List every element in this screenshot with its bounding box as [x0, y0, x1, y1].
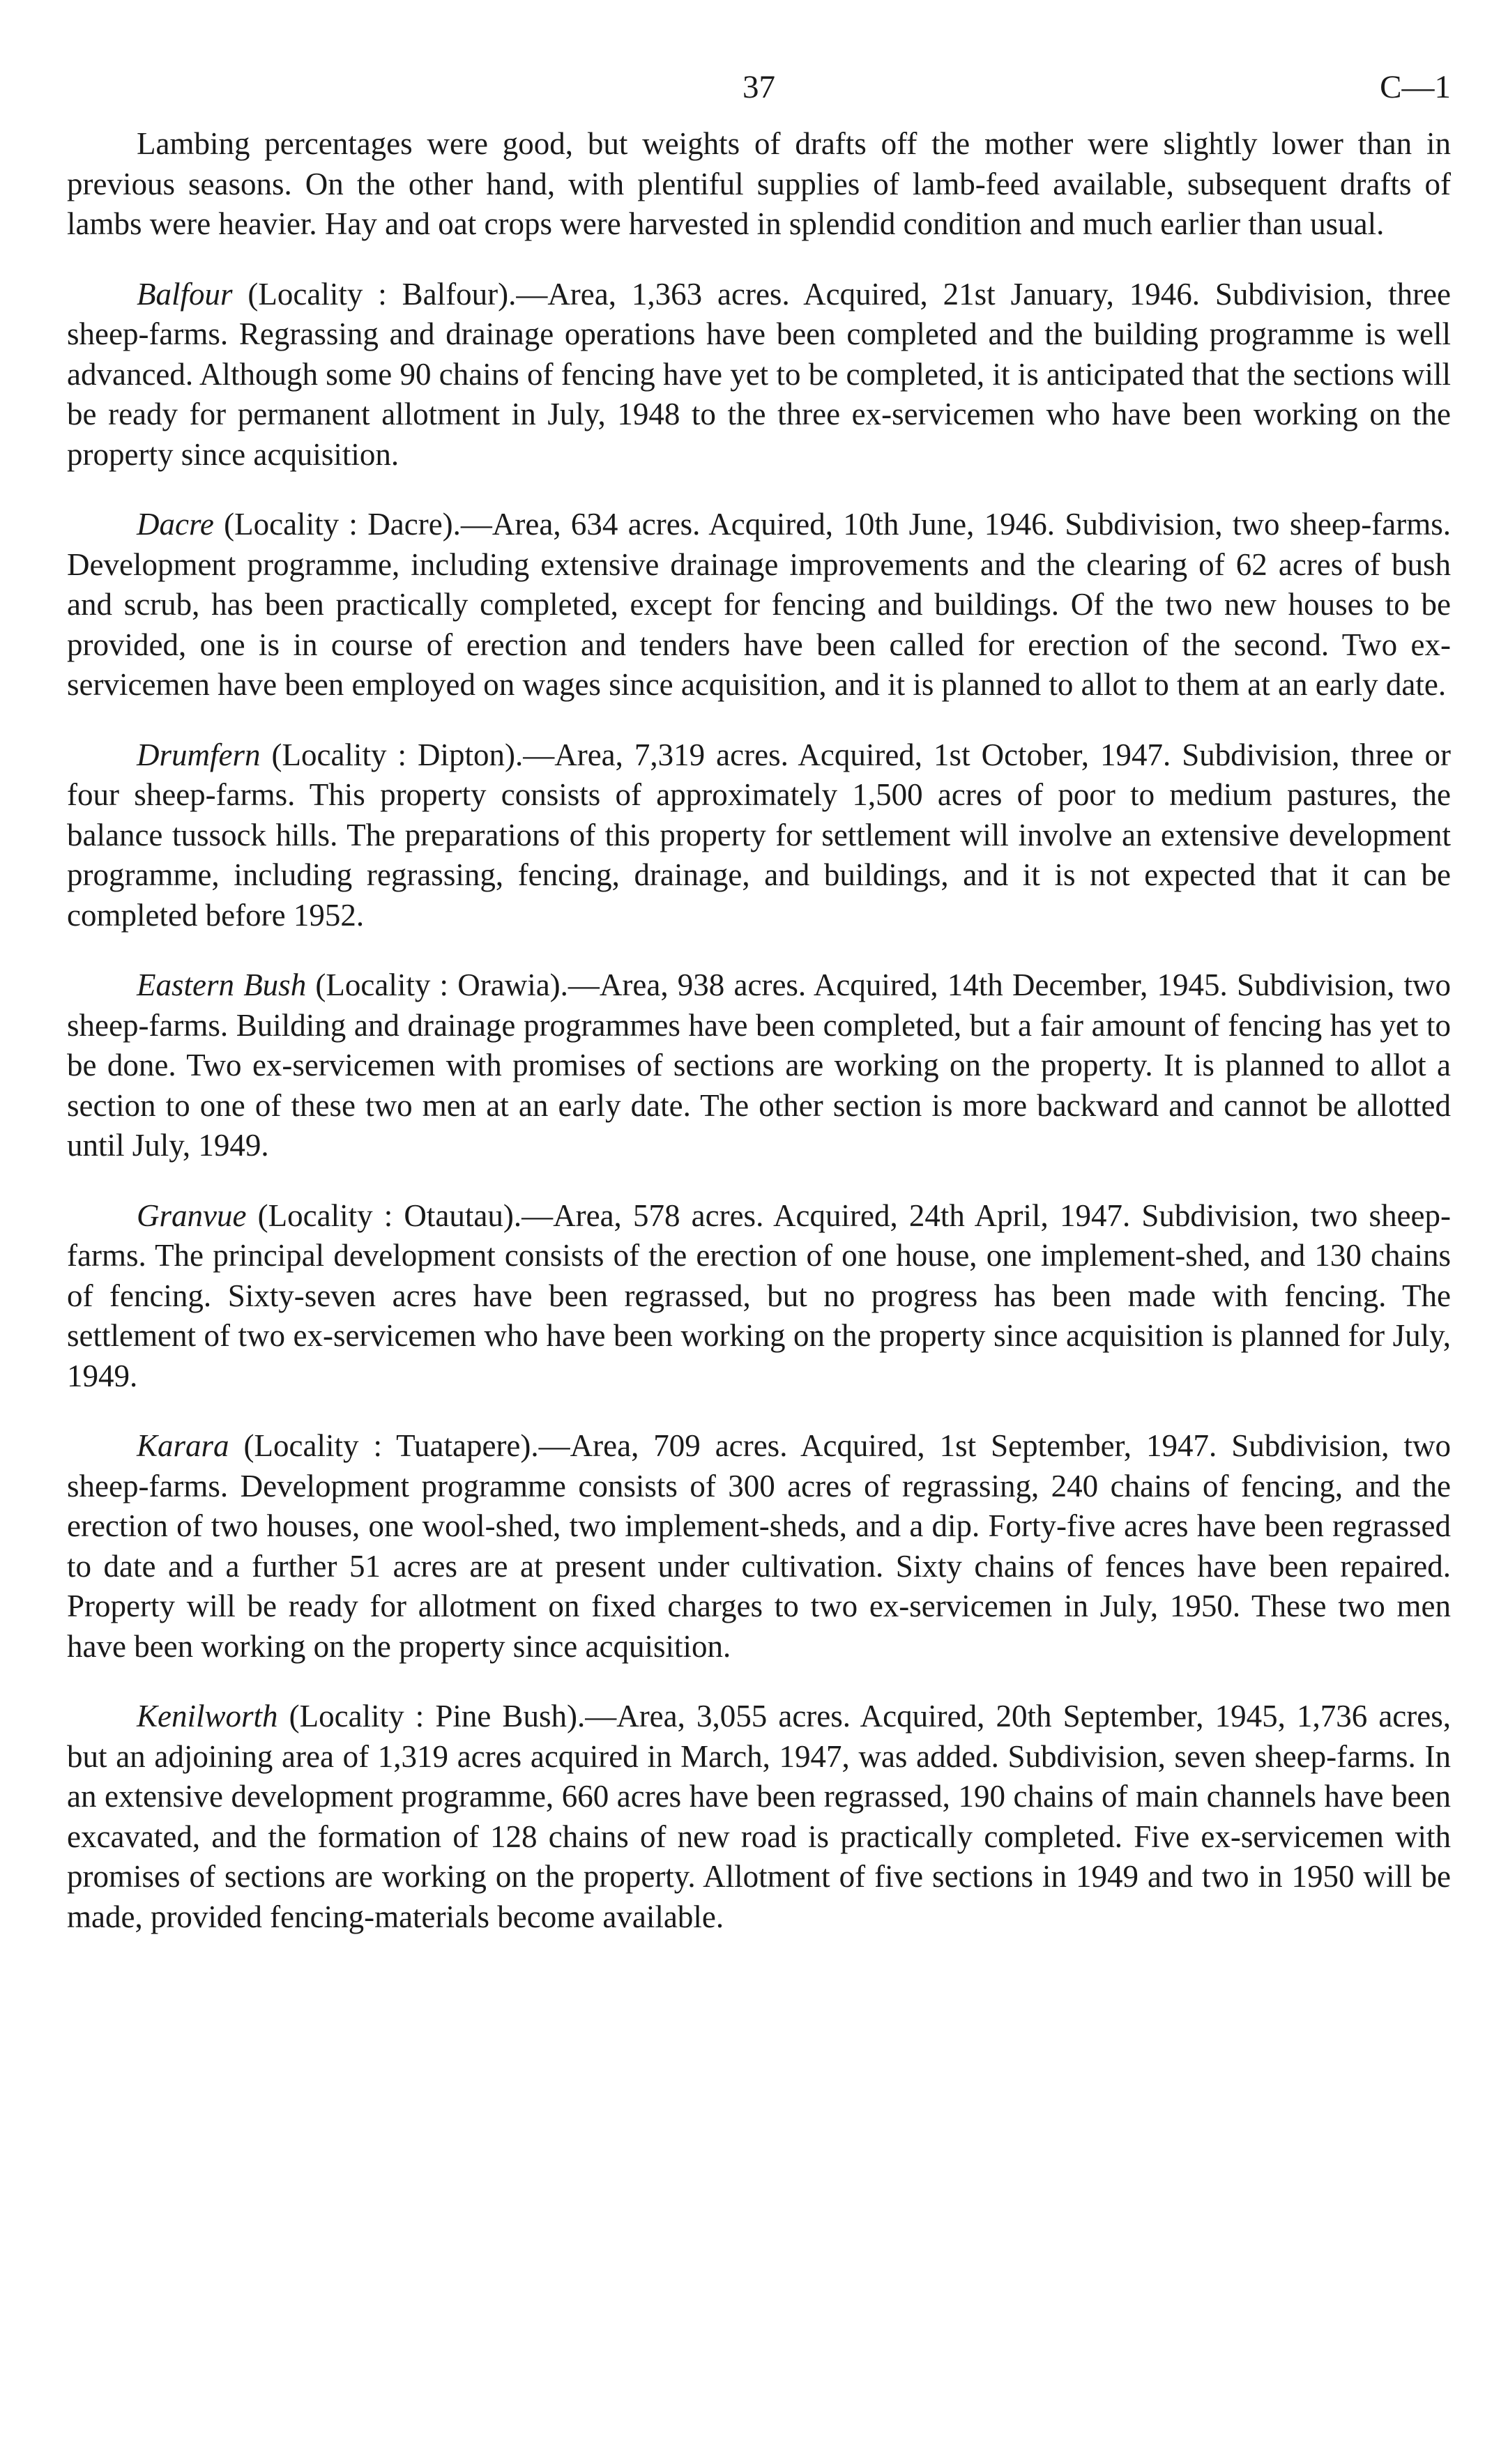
page-header: [67, 56, 1451, 118]
property-name: Drumfern: [137, 737, 261, 772]
page-number: 37: [742, 69, 775, 105]
property-paragraph-dacre: [67, 505, 1451, 705]
property-name: Dacre: [137, 507, 214, 542]
body-text: [67, 124, 1451, 1937]
property-description: (Locality : Pine Bush).—Area, 3,055 acres. Acquired, 20th September, 1945, 1,736 acres, but an adjoining area of 1,319 acres acquired in March, 1947, was added. Subdivision, seven sheep-farms. In an extensive development programme, 660 acres have been regrassed, 190 chains of main channels have been excavated, and the formation of 128 chains of new road is practically completed. Five ex-servicemen with promises of sections are working on the property. Allotment of five sections in 1949 and two in 1950 will be made, provided fencing-materials become available.: [67, 1699, 1451, 1934]
property-description: (Locality : Dipton).—Area, 7,319 acres. Acquired, 1st October, 1947. Subdivision, three or four sheep-farms. This property consists of approximately 1,500 acres of poor to medium pastures, the balance tussock hills. The preparations of this property for settlement will involve an extensive development programme, including regrassing, fencing, drainage, and buildings, and it is not expected that it can be completed before 1952.: [67, 737, 1451, 933]
property-name: Granvue: [137, 1197, 247, 1233]
property-paragraph-karara: [67, 1426, 1451, 1667]
document-page: [67, 56, 1451, 1967]
property-description: (Locality : Dacre).—Area, 634 acres. Acquired, 10th June, 1946. Subdivision, two sheep-farms. Development programme, including extensive drainage improvements and the clearing of 62 acres of bush and scrub, has been practically completed, except for fencing and buildings. Of the two new houses to be provided, one is in course of erection and tenders have been called for erection of the second. Two ex-servicemen have been employed on wages since acquisition, and it is planned to allot to them at an early date.: [67, 507, 1451, 702]
property-description: (Locality : Tuatapere).—Area, 709 acres. Acquired, 1st September, 1947. Subdivision, two sheep-farms. Development programme consists of 300 acres of regrassing, 240 chains of fencing, and the erection of two houses, one wool-shed, two implement-sheds, and a dip. Forty-five acres have been regrassed to date and a further 51 acres are at present under cultivation. Sixty chains of fences have been repaired. Property will be ready for allotment on fixed charges to two ex-servicemen in July, 1950. These two men have been working on the property since acquisition.: [67, 1428, 1451, 1664]
property-description: (Locality : Balfour).—Area, 1,363 acres. Acquired, 21st January, 1946. Subdivision, three sheep-farms. Regrassing and drainage operations have been completed and the building programme is well advanced. Although some 90 chains of fencing have yet to be completed, it is anticipated that the sections will be ready for permanent allotment in July, 1948 to the three ex-servicemen who have been working on the property since acquisition.: [67, 276, 1451, 472]
property-name: Karara: [137, 1428, 229, 1463]
property-description: (Locality : Orawia).—Area, 938 acres. Acquired, 14th December, 1945. Subdivision, two sheep-farms. Building and drainage programmes have been completed, but a fair amount of fencing has yet to be done. Two ex-servicemen with promises of sections are working on the property. It is planned to allot a section to one of these two men at an early date. The other section is more backward and cannot be allotted until July, 1949.: [67, 967, 1451, 1163]
property-paragraph-eastern-bush: [67, 965, 1451, 1166]
property-paragraph-granvue: [67, 1196, 1451, 1397]
property-name: Kenilworth: [137, 1699, 278, 1734]
property-name: Eastern Bush: [137, 967, 307, 1002]
property-paragraph-balfour: [67, 275, 1451, 475]
report-code: C—1: [1380, 69, 1451, 105]
intro-paragraph: Lambing percentages were good, but weights of drafts off the mother were slightly lower than in previous seasons. On the other hand, with plentiful supplies of lamb-feed available, subsequent drafts of lambs were heavier. Hay and oat crops were harvested in splendid condition and much earlier than usual.: [67, 126, 1451, 241]
property-description: (Locality : Otautau).—Area, 578 acres. Acquired, 24th April, 1947. Subdivision, two sheep-farms. The principal development consists of the erection of one house, one implement-shed, and 130 chains of fencing. Sixty-seven acres have been regrassed, but no progress has been made with fencing. The settlement of two ex-servicemen who have been working on the property since acquisition is planned for July, 1949.: [67, 1197, 1451, 1393]
property-name: Balfour: [137, 276, 233, 312]
property-paragraph-drumfern: [67, 735, 1451, 936]
property-paragraph-kenilworth: [67, 1697, 1451, 1937]
